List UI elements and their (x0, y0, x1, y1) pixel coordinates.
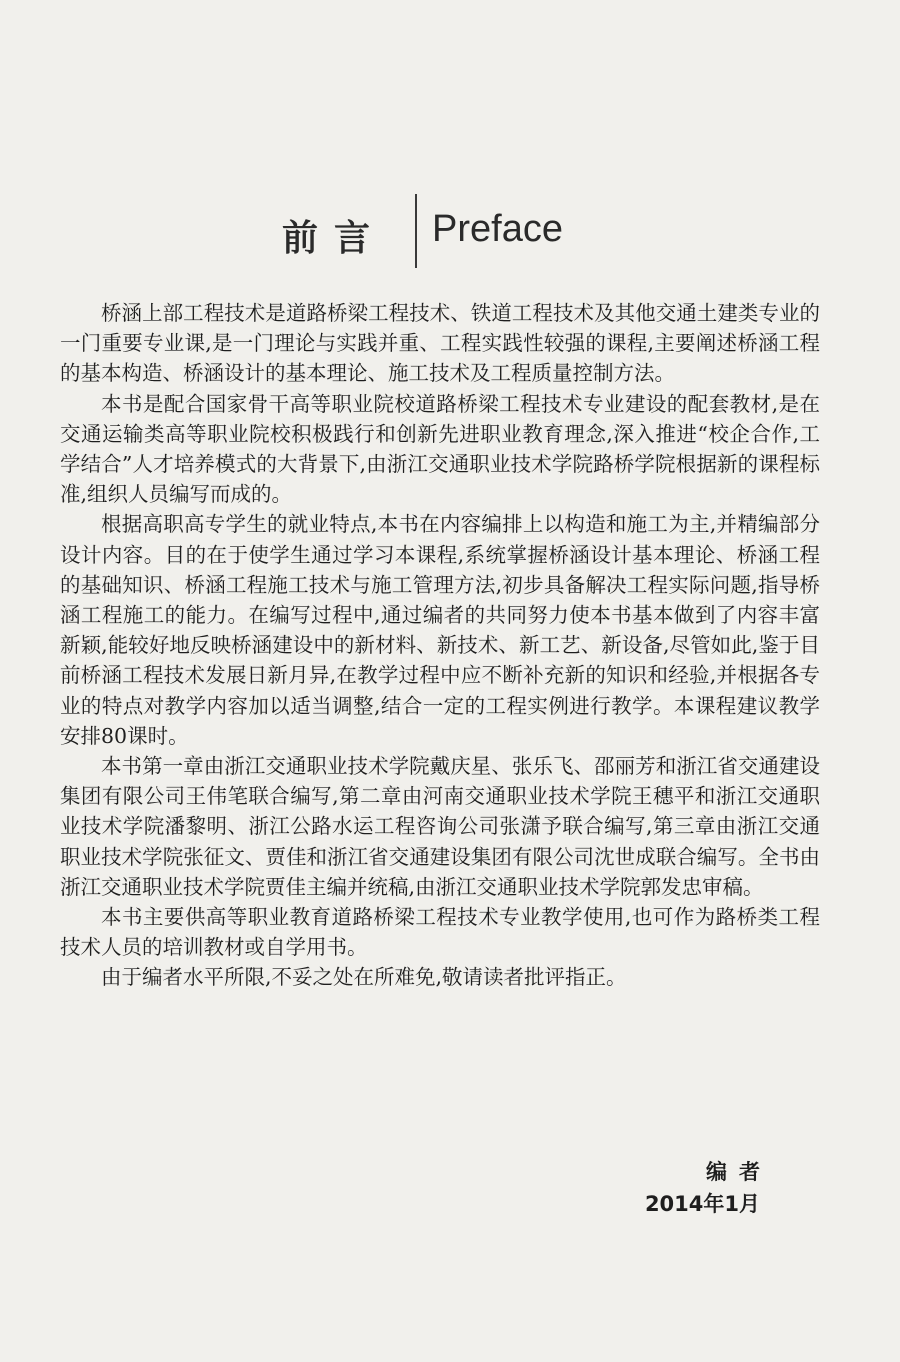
preface-header (0, 194, 900, 274)
preface-body (60, 298, 820, 993)
paragraph-3: 根据高职高专学生的就业特点,本书在内容编排上以构造和施工为主,并精编部分设计内容。目的在于使学生通过学习本课程,系统掌握桥涵设计基本理论、桥涵工程的基础知识、桥涵工程施工技术与施工管理方法,初步具备解决工程实际问题,指导桥涵工程施工的能力。在编写过程中,通过编者的共同努力使本书基本做到了内容丰富新颖,能较好地反映桥涵建设中的新材料、新技术、新工艺、新设备,尽管如此,鉴于目前桥涵工程技术发展日新月异,在教学过程中应不断补充新的知识和经验,并根据各专业的特点对教学内容加以适当调整,结合一定的工程实例进行教学。本课程建议教学安排80课时。 (60, 512, 820, 748)
paragraph-1: 桥涵上部工程技术是道路桥梁工程技术、铁道工程技术及其他交通土建类专业的一门重要专业课,是一门理论与实践并重、工程实践性较强的课程,主要阐述桥涵工程的基本构造、桥涵设计的基本理论、施工技术及工程质量控制方法。 (60, 301, 820, 386)
paragraph-6: 由于编者水平所限,不妥之处在所难免,敬请读者批评指正。 (101, 965, 627, 990)
paragraph-2: 本书是配合国家骨干高等职业院校道路桥梁工程技术专业建设的配套教材,是在交通运输类高等职业院校积极践行和创新先进职业教育理念,深入推进“校企合作,工学结合”人才培养模式的大背景下,由浙江交通职业技术学院路桥学院根据新的课程标准,组织人员编写而成的。 (60, 391, 820, 507)
paragraph-4: 本书第一章由浙江交通职业技术学院戴庆星、张乐飞、邵丽芳和浙江省交通建设集团有限公司王伟笔联合编写,第二章由河南交通职业技术学院王穗平和浙江交通职业技术学院潘黎明、浙江公路水运工程咨询公司张潇予联合编写,第三章由浙江交通职业技术学院张征文、贾佳和浙江省交通建设集团有限公司沈世成联合编写。全书由浙江交通职业技术学院贾佳主编并统稿,由浙江交通职业技术学院郭发忠审稿。 (60, 754, 820, 899)
title-divider (415, 194, 417, 268)
paragraph-5: 本书主要供高等职业教育道路桥梁工程技术专业教学使用,也可作为路桥类工程技术人员的培训教材或自学用书。 (60, 905, 820, 960)
title-chinese: 前言 (282, 218, 387, 259)
signature-block (644, 1156, 772, 1220)
signature-author: 编者 (706, 1160, 772, 1184)
signature-date: 2014年1月 (644, 1192, 760, 1216)
title-english: Preface (432, 208, 563, 250)
